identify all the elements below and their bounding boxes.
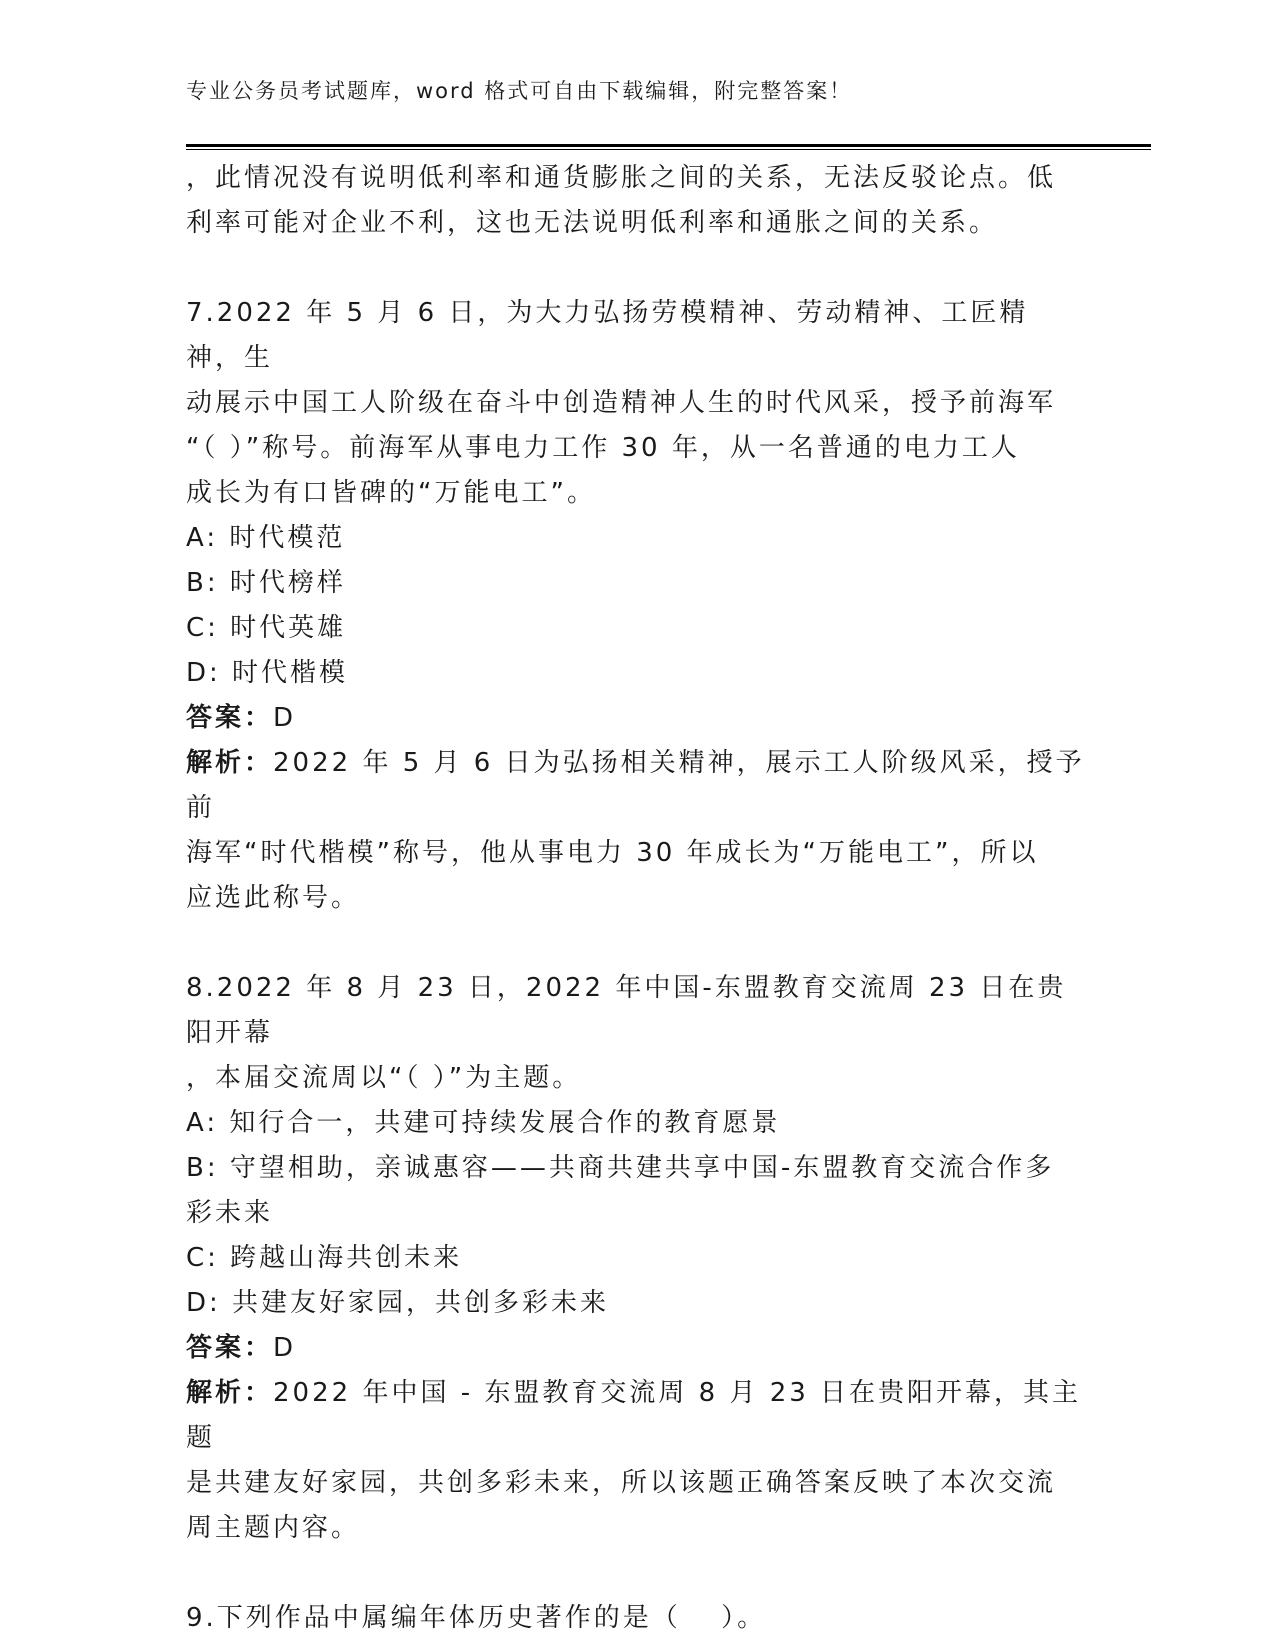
q8-option-a: A: 知行合一，共建可持续发展合作的教育愿景: [186, 1108, 781, 1138]
q8-stem-line: 8.2022 年 8 月 23 日，2022 年中国-东盟教育交流周 23 日在贵阳开幕: [186, 973, 1067, 1048]
q7-stem-line: 成长为有口皆碑的“万能电工”。: [186, 478, 596, 508]
q8-analysis-line: 是共建友好家园，共创多彩未来，所以该题正确答案反映了本次交流: [186, 1468, 1057, 1498]
q7-option-c: C: 时代英雄: [186, 613, 347, 643]
spacer: [186, 1551, 1086, 1596]
q7-analysis-line: 海军“时代楷模”称号，他从事电力 30 年成长为“万能电工”，所以: [186, 838, 1039, 868]
intro-line: ，此情况没有说明低利率和通货膨胀之间的关系，无法反驳论点。低: [186, 163, 1057, 193]
q8-analysis-label: 解析：: [186, 1378, 274, 1408]
q8-option-d: D: 共建友好家园，共创多彩未来: [186, 1288, 610, 1318]
q7-stem-line: “（ ）”称号。前海军从事电力工作 30 年，从一名普通的电力工人: [186, 433, 1020, 463]
q8-analysis-line: 周主题内容。: [186, 1513, 361, 1543]
page-header: 专业公务员考试题库，word 格式可自由下载编辑，附完整答案！: [186, 79, 853, 103]
q8-option-c: C: 跨越山海共创未来: [186, 1243, 463, 1273]
q9-stem: 9.下列作品中属编年体历史著作的是（ ）。: [186, 1603, 767, 1633]
header-rule-thick: [186, 144, 1151, 147]
q7-analysis-line: [186, 741, 1086, 831]
q8-analysis-text: 2022 年中国 - 东盟教育交流周 8 月 23 日在贵阳开幕，其主题: [186, 1378, 1082, 1453]
q8-option-b-cont: 彩未来: [186, 1198, 274, 1228]
header-rule-thin: [186, 149, 1151, 150]
q8-analysis-line: [186, 1371, 1086, 1461]
q7-analysis-label: 解析：: [186, 748, 274, 778]
q7-option-a: A: 时代模范: [186, 523, 346, 553]
q7-stem-line: 7.2022 年 5 月 6 日，为大力弘扬劳模精神、劳动精神、工匠精神，生: [186, 298, 1029, 373]
q8-option-b: B: 守望相助，亲诚惠容——共商共建共享中国-东盟教育交流合作多: [186, 1153, 1055, 1183]
q7-analysis-text: 2022 年 5 月 6 日为弘扬相关精神，展示工人阶级风采，授予前: [186, 748, 1085, 823]
q8-answer-label: 答案：: [186, 1333, 274, 1363]
spacer: [186, 246, 1086, 291]
document-body: [186, 156, 1086, 1641]
q8-stem-line: ，本届交流周以“（ ）”为主题。: [186, 1063, 582, 1093]
q8-answer-value: D: [273, 1333, 297, 1363]
q7-stem-line: 动展示中国工人阶级在奋斗中创造精神人生的时代风采，授予前海军: [186, 388, 1057, 418]
intro-line: 利率可能对企业不利，这也无法说明低利率和通胀之间的关系。: [186, 208, 999, 238]
q7-answer-value: D: [273, 703, 297, 733]
spacer: [186, 921, 1086, 966]
q7-analysis-line: 应选此称号。: [186, 883, 361, 913]
q8-answer: [186, 1326, 1086, 1371]
q7-answer: [186, 696, 1086, 741]
q7-option-b: B: 时代榜样: [186, 568, 346, 598]
q7-option-d: D: 时代楷模: [186, 658, 349, 688]
q7-answer-label: 答案：: [186, 703, 274, 733]
